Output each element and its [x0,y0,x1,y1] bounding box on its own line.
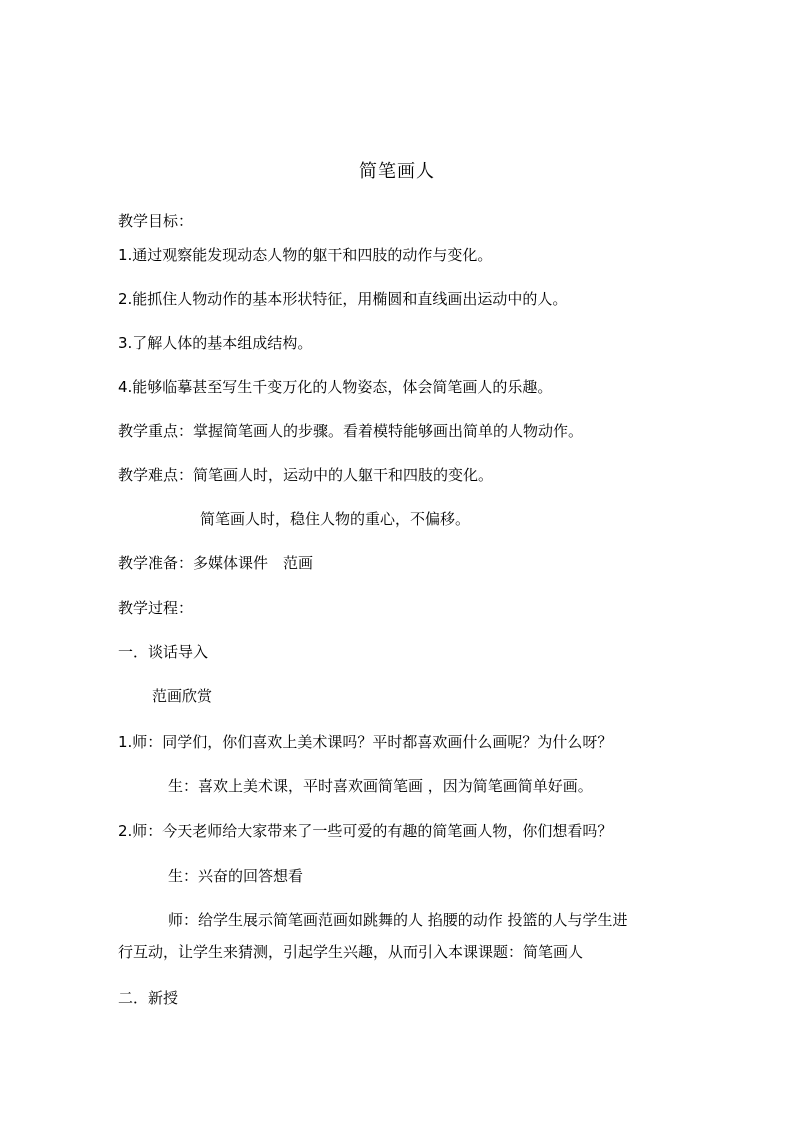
teacher-activity-line-2: 行互动，让学生来猜测，引起学生兴趣，从而引入本课课题：简笔画人 [118,943,584,961]
teacher-activity-line-1: 师：给学生展示简笔画范画如跳舞的人 掐腰的动作 投篮的人与学生进 [168,911,628,929]
section-heading-1: 一．谈话导入 [118,643,209,661]
teacher-question-1: 1.师：同学们，你们喜欢上美术课吗？平时都喜欢画什么画呢？为什么呀？ [118,733,613,751]
objective-item: 2.能抓住人物动作的基本形状特征，用椭圆和直线画出运动中的人。 [118,290,568,308]
section-heading-2: 二．新授 [118,989,179,1007]
difficulty: 教学难点：简笔画人时，运动中的人躯干和四肢的变化。 [118,466,494,484]
student-answer-2: 生：兴奋的回答想看 [168,867,304,885]
key-point: 教学重点：掌握简笔画人的步骤。看着模特能够画出简单的人物动作。 [118,422,584,440]
objective-item: 1.通过观察能发现动态人物的躯干和四肢的动作与变化。 [118,246,493,264]
preparation: 教学准备：多媒体课件 范画 [118,554,314,572]
objective-item: 4.能够临摹甚至写生千变万化的人物姿态，体会简笔画人的乐趣。 [118,378,553,396]
objectives-heading: 教学目标： [118,212,194,230]
document-title: 简笔画人 [359,161,435,182]
process-heading: 教学过程： [118,599,194,617]
teacher-question-2: 2.师：今天老师给大家带来了一些可爱的有趣的简笔画人物，你们想看吗？ [118,822,613,840]
difficulty-continued: 简笔画人时，稳住人物的重心，不偏移。 [200,510,471,528]
appreciation: 范画欣赏 [152,687,213,705]
student-answer-1: 生：喜欢上美术课，平时喜欢画简笔画 ，因为简笔画简单好画。 [168,777,593,795]
objective-item: 3.了解人体的基本组成结构。 [118,334,313,352]
